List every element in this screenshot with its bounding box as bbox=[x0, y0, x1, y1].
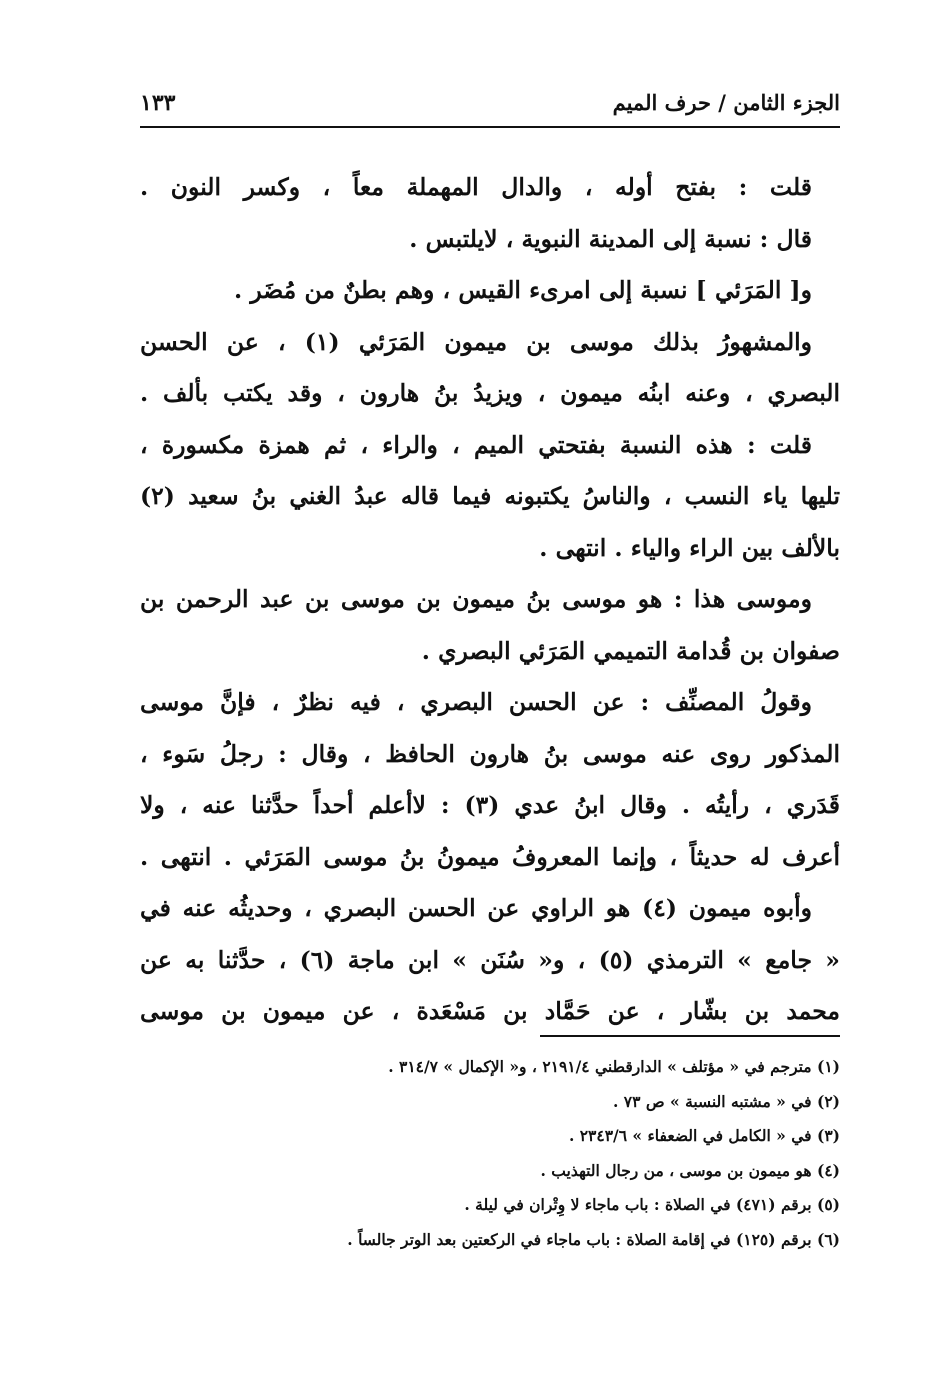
footnote: (٦) برقم (١٢٥) في إقامة الصلاة : باب ماجاء في الركعتين بعد الوتر جالساً . bbox=[347, 1229, 840, 1249]
text-line: المذكور روى عنه موسى بنُ هارون الحافظ ، وقال : رجلُ سَوء ، bbox=[140, 739, 840, 768]
running-header bbox=[140, 86, 840, 120]
text-line: و[ المَرَئي ] نسبة إلى امرىء القيس ، وهم بطنٌ من مُضَر . bbox=[233, 276, 812, 304]
footnotes bbox=[200, 1050, 840, 1257]
header-rule bbox=[140, 126, 840, 128]
footnote: (٢) في « مشتبه النسبة » ص ٧٣ . bbox=[613, 1091, 840, 1111]
text-line: وموسى هذا : هو موسى بنُ ميمون بن موسى بن عبد الرحمن بن bbox=[140, 585, 812, 613]
text-line: قلت : بفتح أوله ، والدال المهملة معاً ، وكسر النون . bbox=[140, 173, 812, 201]
text-line: محمد بن بشّار ، عن حَمَّاد بن مَسْعَدة ، عن ميمون بن موسى bbox=[140, 997, 840, 1025]
footnote: (١) مترجم في « مؤتلف » الدارقطني ٢١٩١/٤ ، و« الإكمال » ٣١٤/٧ . bbox=[388, 1057, 840, 1076]
text-line: قَدَري ، رأيتُه . وقال ابنُ عدي (٣) : لاأعلم أحداً حدَّثنا عنه ، ولا bbox=[140, 791, 840, 819]
page-number: ١٣٣ bbox=[140, 90, 176, 116]
text-line: وقولُ المصنِّف : عن الحسن البصري ، فيه نظرٌ ، فإنَّ موسى bbox=[140, 688, 812, 716]
main-text bbox=[140, 162, 840, 1038]
text-line: « جامع » الترمذي (٥) ، و« سُنَن » ابن ماجة (٦) ، حدَّثنا به عن bbox=[140, 945, 840, 974]
text-line: بالألف بين الراء والياء . انتهى . bbox=[539, 533, 840, 562]
text-line: تليها ياء النسب ، والناسُ يكتبونه فيما قاله عبدُ الغني بنُ سعيد (٢) bbox=[140, 482, 840, 510]
footnote: (٥) برقم (٤٧١) في الصلاة : باب ماجاء لا وِتْران في ليلة . bbox=[464, 1195, 840, 1214]
running-title: الجزء الثامن / حرف الميم bbox=[612, 90, 840, 115]
text-line: أعرف له حديثاً ، وإنما المعروفُ ميمونُ بنُ موسى المَرَئي . انتهى . bbox=[140, 842, 840, 871]
text-line: البصري ، وعنه ابنُه ميمون ، ويزيدُ بنُ هارون ، وقد يكتب بألف . bbox=[140, 379, 840, 407]
footnote: (٤) هو ميمون بن موسى ، من رجال التهذيب . bbox=[540, 1160, 840, 1180]
footnote: (٣) في « الكامل في الضعفاء » ٢٣٤٣/٦ . bbox=[568, 1126, 840, 1145]
text-line: وأبوه ميمون (٤) هو الراوي عن الحسن البصري ، وحديثُه عنه في bbox=[140, 894, 812, 922]
text-line: قال : نسبة إلى المدينة النبوية ، لايلتبس . bbox=[409, 224, 812, 253]
text-line: صفوان بن قُدامة التميمي المَرَئي البصري . bbox=[421, 636, 840, 665]
footnote-rule bbox=[540, 1035, 840, 1037]
text-line: قلت : هذه النسبة بفتحتي الميم ، والراء ، ثم همزة مكسورة ، bbox=[140, 430, 812, 459]
text-line: والمشهورُ بذلك موسى بن ميمون المَرَئي (١) ، عن الحسن bbox=[140, 327, 812, 356]
